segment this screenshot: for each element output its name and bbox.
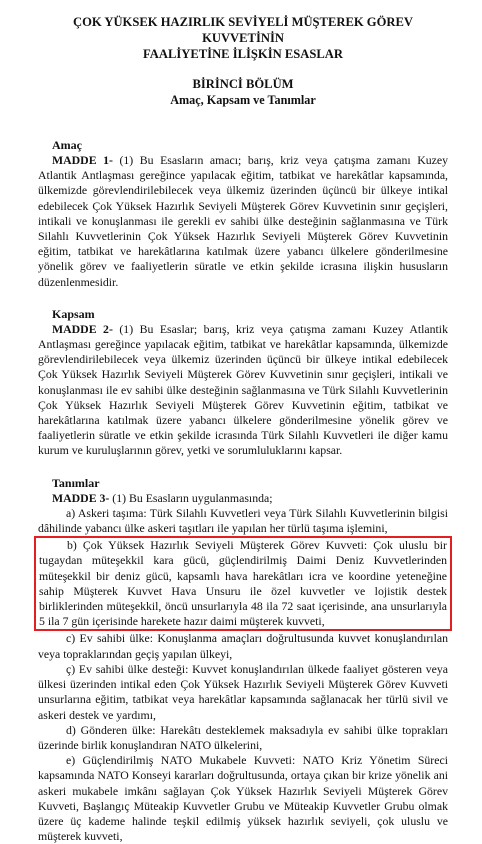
heading-tanimlar: Tanımlar [52,475,100,490]
highlight-box [34,536,452,631]
definition-d: d) Gönderen ülke: Harekâtı desteklemek maksadıyla ev sahibi ülke toprakları üzerinde birlik konuşlandıran NATO ülkelerini, [38,722,448,752]
article-2-label: MADDE 2- [52,321,113,336]
section-title: BİRİNCİ BÖLÜM [192,77,294,91]
document-title-line1: ÇOK YÜKSEK HAZIRLIK SEVİYELİ MÜŞTEREK GÖREV KUVVETİNİN [73,15,413,45]
article-2 [38,322,448,459]
document-title-line2: FAALİYETİNE İLİŞKİN ESASLAR [143,47,343,61]
article-1-label: MADDE 1- [52,153,113,167]
article-3-label: MADDE 3- [52,490,110,505]
article-1-text: (1) Bu Esasların amacı; barış, kriz veya çatışma zamanı Kuzey Atlantik Antlaşması gereğince yapılacak eğitim, tatbikat ve harekâtlar kapsamında, ülkemizde görevlendirilebilecek veya ülkemiz üzerinden üçüncü bir ülkeye intikal edebilecek Çok Yüksek Hazırlık Seviyeli Müşterek Görev Kuvvetinin sınır geçişleri, intikali ve konuşlanması ile gerekli ev sahibi ülke desteğinin sağlanmasına ve Türk Silahlı Kuvvetlerinin Çok Yüksek Hazırlık Seviyeli Müşterek Görev Kuvvetinin eğitim, tatbikat ve harekâtlarına katılmak üzere yabancı ülkelere gönderilmesine yönelik görev ve faaliyetlerin süratle ve etkin şekilde icrasına ilişkin hususların düzenlenmesidir. [38,153,448,289]
article-3-intro-text: (1) Bu Esasların uygulanmasında; [109,490,273,505]
heading-kapsam: Kapsam [52,306,95,321]
definition-cc: ç) Ev sahibi ülke desteği: Kuvvet konuşlandırılan ülkede faaliyet gösteren veya ülkesi üzerinden intikal eden Çok Yüksek Hazırlık Seviyeli Müşterek Görev Kuvveti unsurlarına eğitim, tatbikat veya harekâtlar kapsamında sağlanacak her türlü sivil ve askeri destek ve yardımı, [38,661,448,722]
definition-c: c) Ev sahibi ülke: Konuşlanma amaçları doğrultusunda kuvvet konuşlandırılan veya topraklarından geçiş yapılan ülkeyi, [38,631,448,661]
article-1 [38,153,448,290]
definition-b: b) Çok Yüksek Hazırlık Seviyeli Müşterek Görev Kuvveti: Çok uluslu bir tugaydan müteşekkil kara gücü, güçlendirilmiş Daimi Deniz Kuvvetlerinden müteşekkil bir deniz gücü, kapsamlı hava harekâtları icra ve koordine yeteneğine sahip Müşterek Kuvvet Hava Unsuru ile özel kuvvetler ve lojistik destek birliklerinden müteşekkil, öncü unsurlarıyla 48 ila 72 saat içerisinde, ana unsurlarıyla 5 ila 7 gün içerisinde harekete hazır daimi müşterek kuvveti, [39,538,447,629]
article-3-intro [38,491,448,506]
definition-e: e) Güçlendirilmiş NATO Mukabele Kuvveti: NATO Kriz Yönetim Süreci kapsamında NATO Konseyi kararları doğrultusunda, ortaya çıkan bir krize yönelik ani askeri mukabele imkânı sağlayan Çok Yüksek Hazırlık Seviyeli Müşterek Görev Kuvveti, Başlangıç Müteakip Kuvvetler Grubu ve Müteakip Kuvvetler Grubu olmak üzere üç kademe halinde teşkil edilmiş yüksek hazırlık seviyeli, çok uluslu ve müşterek kuvveti, [38,753,448,844]
article-2-text: (1) Bu Esaslar; barış, kriz veya çatışma zamanı Kuzey Atlantik Antlaşması gereğince yapılacak eğitim, tatbikat ve harekâtlar kapsamında, ülkemizde görevlendirilebilecek veya ülkemiz üzerinden üçüncü bir ülkeye intikal edebilecek Çok Yüksek Hazırlık Seviyeli Müşterek Görev Kuvvetinin sınır geçişleri, intikali ve konuşlanması ile ev sahibi ülke desteğinin sağlanmasına ve Türk Silahlı Kuvvetlerinin Çok Yüksek Hazırlık Seviyeli Müşterek Görev Kuvvetinin eğitim, tatbikat ve harekâtlarına katılmak üzere yabancı ülkelere gönderilmesine yönelik görev ve faaliyetlerin süratle ve etkin şekilde icrasında Türk Silahlı Kuvvetleri ile diğer kamu kurum ve kuruluşlarının görev, yetki ve sorumluluklarını kapsar. [38,321,448,458]
heading-amac: Amaç [52,138,82,152]
section-subtitle: Amaç, Kapsam ve Tanımlar [170,93,316,107]
definition-a: a) Askeri taşıma: Türk Silahlı Kuvvetleri veya Türk Silahlı Kuvvetlerinin bilgisi dâhilinde yabancı ülke askeri taşıtları ile yapılan her türlü taşıma işlemini, [38,505,448,536]
